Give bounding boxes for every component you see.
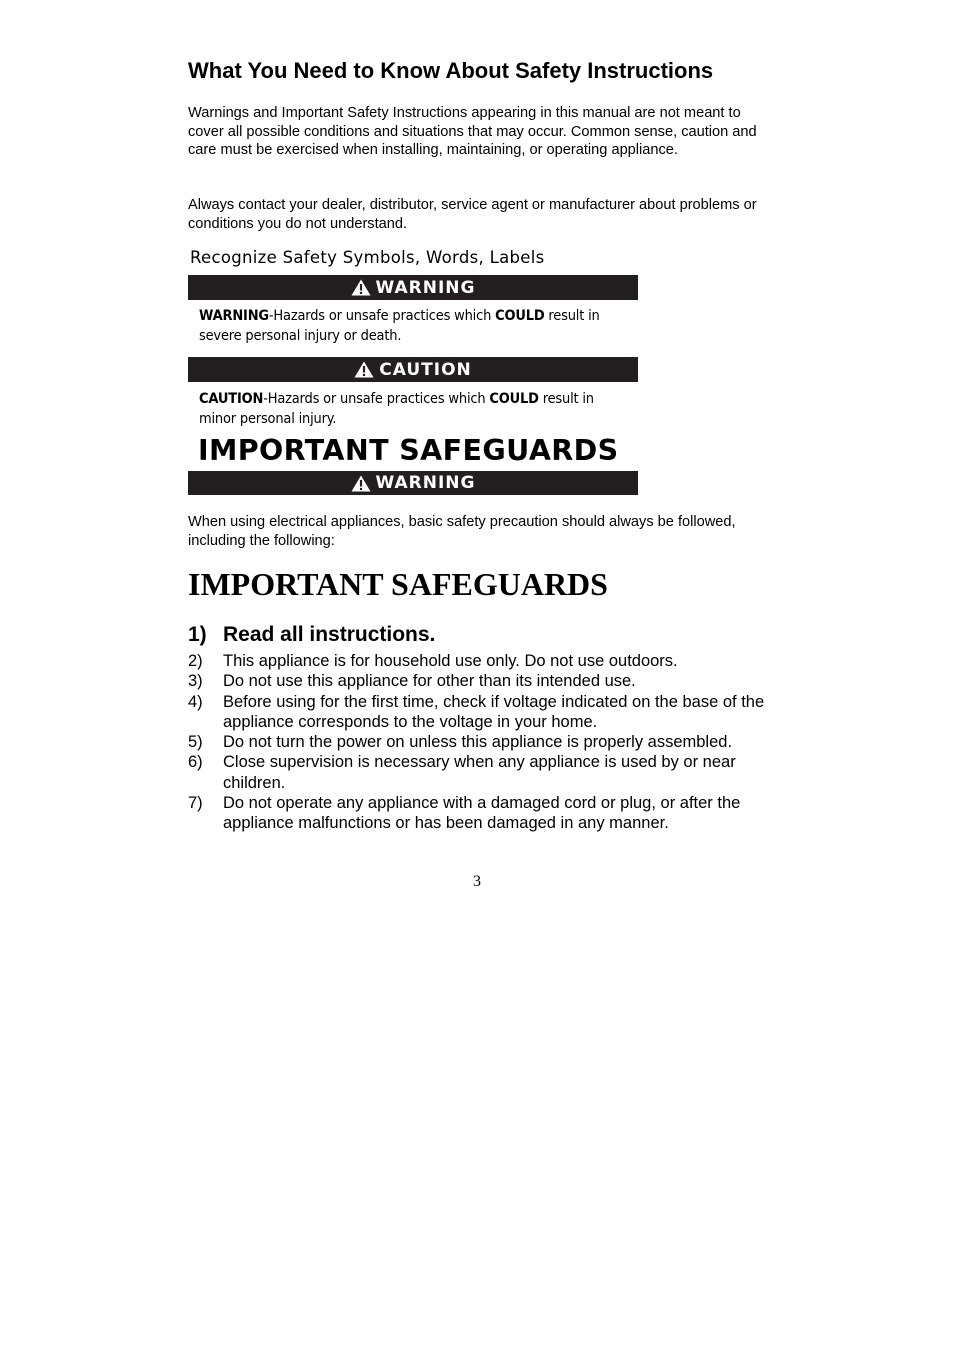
item-text: Before using for the first time, check if voltage indicated on the base of the appliance corresponds to the voltage in your home.: [223, 692, 765, 731]
section-heading: What You Need to Know About Safety Instructions: [188, 58, 714, 83]
warning-triangle-icon: [354, 361, 374, 378]
warning-triangle-icon: [351, 475, 371, 492]
item-text: This appliance is for household use only. Do not use outdoors.: [223, 652, 678, 670]
warning-def-emph: COULD: [495, 308, 545, 324]
item-number: 2): [188, 652, 203, 670]
safeguards-list: [188, 651, 788, 834]
intro-paragraph-2: Always contact your dealer, distributor, service agent or manufacturer about problems or conditions you do not understand.: [188, 197, 757, 232]
caution-definition: [199, 389, 608, 429]
safeguards-warning-label: WARNING: [375, 473, 476, 493]
item-text: Do not use this appliance for other than its intended use.: [223, 672, 636, 691]
caution-bar: [188, 357, 638, 382]
list-item: [188, 752, 788, 793]
list-item: [188, 692, 788, 733]
list-item: [188, 793, 788, 834]
item-number: 4): [188, 692, 203, 711]
safety-symbols-title: Recognize Safety Symbols, Words, Labels: [190, 248, 545, 267]
item-text: Do not operate any appliance with a damaged cord or plug, or after the appliance malfunctions or has been damaged in any manner.: [223, 794, 741, 833]
list-item: [188, 671, 788, 691]
caution-def-post: result in minor personal injury.: [199, 391, 594, 427]
safeguards-warning-bar: [188, 471, 638, 495]
caution-term: CAUTION: [199, 391, 264, 407]
caution-bar-label: CAUTION: [379, 359, 472, 380]
item-text: Close supervision is necessary when any appliance is used by or near children.: [223, 753, 736, 792]
item-number: 5): [188, 733, 203, 752]
list-item: [188, 651, 788, 671]
safeguards-title: IMPORTANT SAFEGUARDS: [188, 566, 608, 602]
safeguards-banner-title: IMPORTANT SAFEGUARDS: [198, 434, 619, 467]
caution-def-emph: COULD: [489, 391, 539, 407]
warning-term: WARNING: [199, 308, 269, 324]
item-number: 7): [188, 794, 203, 813]
item-text: Do not turn the power on unless this appliance is properly assembled.: [223, 733, 733, 752]
warning-triangle-icon: [351, 279, 371, 296]
intro-paragraph-1: Warnings and Important Safety Instructions appearing in this manual are not meant to cover all possible conditions and situations that may occur. Common sense, caution and care must be exercised when installing, maintaining, or operating appliance.: [188, 105, 757, 158]
warning-def-post: result in severe personal injury or death.: [199, 308, 600, 344]
warning-bar-label: WARNING: [375, 277, 476, 298]
item-number: 6): [188, 753, 203, 772]
caution-def-pre: -Hazards or unsafe practices which: [263, 391, 490, 407]
warning-def-pre: -Hazards or unsafe practices which: [268, 308, 496, 324]
warning-bar: [188, 275, 638, 300]
safeguard-item-1: [188, 623, 435, 647]
item-number: 3): [188, 672, 203, 691]
precaution-paragraph: When using electrical appliances, basic safety precaution should always be followed, including the following:: [188, 514, 736, 549]
page-number: 3: [473, 873, 481, 890]
warning-definition: [199, 306, 608, 346]
item-text: Read all instructions.: [223, 623, 436, 646]
item-number: 1): [188, 623, 207, 646]
list-item: [188, 732, 788, 752]
